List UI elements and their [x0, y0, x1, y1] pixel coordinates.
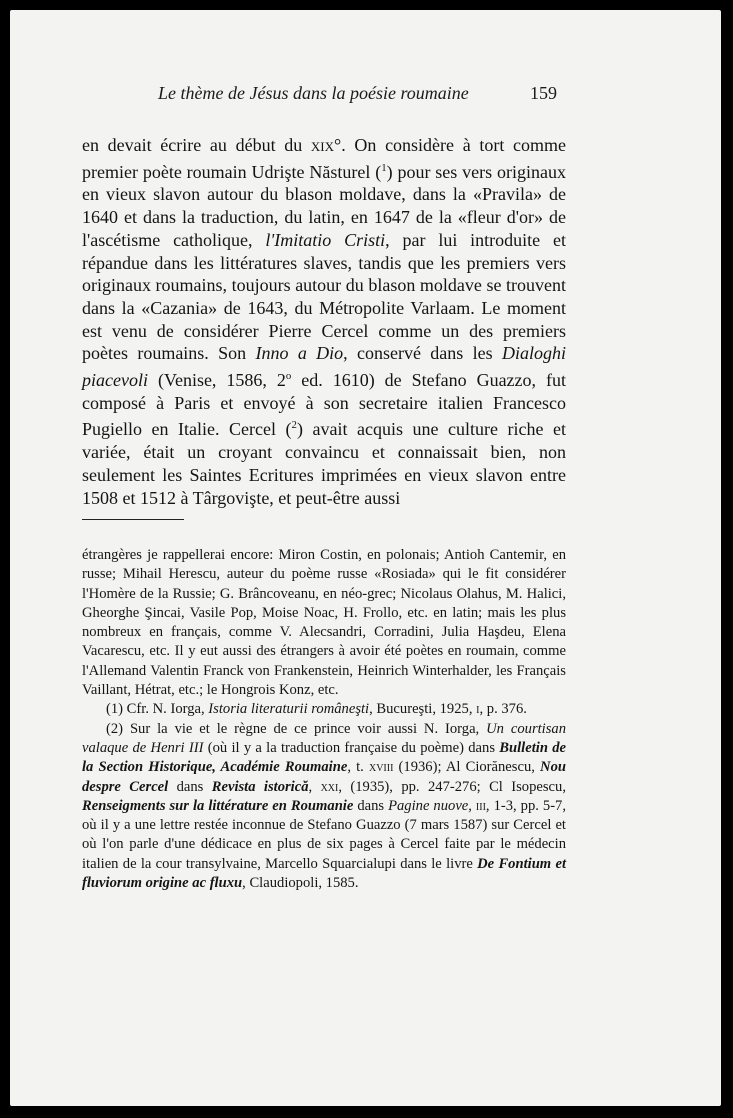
century-numeral: xix	[310, 135, 335, 155]
text-run: Cfr. N. Iorga,	[123, 701, 209, 718]
title-imitatio: l'Imitatio Cristi	[265, 229, 386, 250]
cited-title: De Fontium et fluviorum origine ac fluxu	[82, 855, 566, 892]
text-run: (où il y a la traduction française du poème) dans	[203, 739, 500, 756]
text-run: °. On considère à tort comme premier poète roumain Udrişte Năsturel (	[82, 135, 567, 182]
footnotes	[82, 546, 566, 893]
text-run: , par lui introduite et répandue dans les littératures slaves, tandis que les premiers vers originaux roumains, toujours autour du blason moldave se trouvent dans la «Cazania» de 1643, du Métropolite Varlaam. Le moment est venu de considérer Pierre Cercel comme un des premiers poètes roumains. Son	[82, 229, 566, 364]
text-run: Sur la vie et le règne de ce prince voir aussi N. Iorga,	[123, 720, 487, 737]
text-run: (1936); Al Ciorănescu,	[393, 759, 541, 776]
volume-numeral: xxi	[320, 778, 339, 795]
text-run: dans	[168, 778, 212, 795]
text-run: ,	[308, 778, 321, 795]
text-run: , p. 376.	[479, 701, 527, 718]
book-page	[10, 10, 721, 1106]
footnote-mark: (1)	[106, 701, 124, 718]
running-title: Le thème de Jésus dans la poésie roumaine	[158, 83, 469, 103]
text-run: ) pour ses vers originaux en vieux slavon autour du blason moldave, dans la «Pravila» de 1640 et dans la traduction, du latin, en 1647 de la «fleur d'or» de l'ascétisme catholique,	[82, 161, 566, 250]
cited-title: Un courtisan valaque de Henri III	[82, 720, 567, 756]
footnote-ref-2: 2	[291, 419, 297, 432]
cited-title: Pagine nuove	[388, 797, 469, 814]
footnote-continuation: étrangères je rappellerai encore: Miron Costin, en polonais; Antioh Cantemir, en russe; Mihail Herescu, auteur du poème russe «Rosiada» qui le fit considérer l'Homère de la Russie; G. Brâncoveanu, en néo-grec; Nicolaus Olahus, M. Halici, Gheorghe Şincai, Vasile Pop, Moise Noac, H. Frollo, etc. en latin; mais les plus nombreux en français, comme V. Alecsandri, Corradini, Julia Haşdeu, Elena Vacarescu, etc. Il y eut aussi des étrangers à avoir été poètes en roumain, comme l'Allemand Valentin Franck von Frankenstein, Heinrich Winterhalder, les Français Vaillant, Hétrat, etc.; le Hongrois Konz, etc.	[82, 547, 566, 699]
main-text	[82, 134, 566, 509]
cited-title: Renseigments sur la littérature en Roumanie	[82, 797, 354, 814]
footnote-1	[82, 700, 566, 719]
volume-numeral: xviii	[368, 759, 394, 776]
cited-title: Istoria literaturii româneşti	[208, 701, 370, 718]
cited-title: Revista istorică	[211, 778, 309, 795]
page-number: 159	[530, 83, 557, 103]
text-run: , t.	[347, 759, 369, 776]
volume-numeral: i	[476, 701, 480, 718]
footnote-mark: (2)	[106, 720, 124, 737]
text-run: en devait écrire au début du	[82, 135, 311, 155]
title-inno: Inno a Dio	[255, 343, 344, 364]
cited-title: Nou despre Cercel	[82, 759, 566, 795]
footnote-ref-1: 1	[381, 161, 387, 174]
text-run: (Venise, 1586, 2	[147, 370, 286, 391]
volume-numeral: iii	[475, 797, 486, 814]
text-run: ed. 1610) de Stefano Guazzo, fut composé à Paris et envoyé à son secretaire italien Francesco Pugiello en Italie. Cercel (	[82, 370, 567, 440]
text-run: , Claudiopoli, 1585.	[242, 875, 359, 892]
text-run: , 1-3, pp. 5-7, où il y a une lettre restée inconnue de Stefano Guazzo (7 mars 1587) sur Cercel et où l'on parle d'une dédicace en plus de six pages à Cercel faite par le médecin italien de la cour transylvaine, Marcello Squarcialupi dans le livre	[82, 797, 566, 872]
text-run: , conservé dans les	[343, 343, 502, 364]
cited-title: Bulletin de la Section Historique, Académie Roumaine	[82, 739, 566, 776]
text-run: dans	[353, 797, 389, 814]
main-paragraph	[82, 134, 566, 509]
ordinal-mark: o	[285, 370, 292, 383]
title-dialoghi: Dialoghi piacevoli	[82, 343, 566, 391]
text-run: ,	[468, 797, 476, 814]
text-run: , (1935), pp. 247-276; Cl Isopescu,	[338, 778, 566, 795]
footnote-separator	[82, 519, 184, 520]
footnote-2	[82, 720, 566, 894]
text-run: ) avait acquis une culture riche et variée, était un croyant convaincu et connaissait bien, non seulement les Saintes Ecritures imprimées en vieux slavon entre 1508 et 1512 à Târgovişte, et peut-être aussi	[82, 419, 566, 508]
text-run: , Bucureşti, 1925,	[369, 701, 477, 718]
